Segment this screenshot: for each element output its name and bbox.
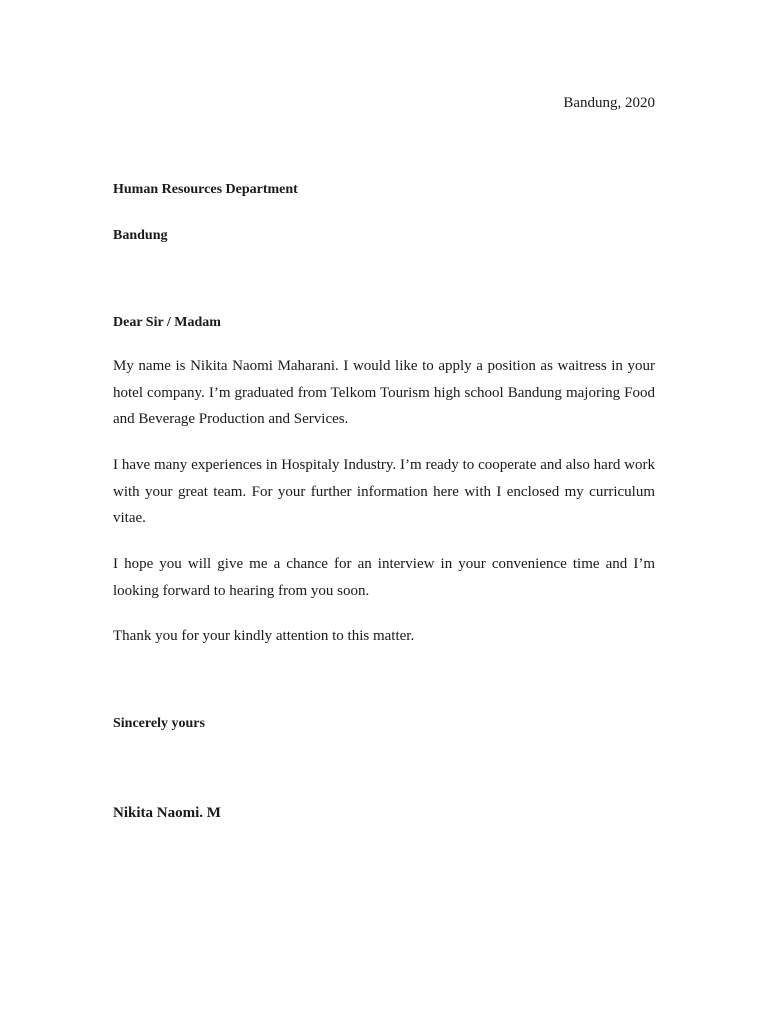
body-paragraph-interview-request: I hope you will give me a chance for an interview in your convenience time and I’m looking forward to hearing from you soon.	[113, 556, 655, 599]
body-paragraph-experience: I have many experiences in Hospitaly Industry. I’m ready to cooperate and also hard work with your great team. For your further information here with I enclosed my curriculum vitae.	[113, 457, 655, 526]
closing: Sincerely yours	[113, 716, 205, 731]
signature-name: Nikita Naomi. M	[113, 805, 221, 821]
body-paragraph-thanks: Thank you for your kindly attention to this matter.	[113, 628, 415, 644]
body-paragraph-introduction: My name is Nikita Naomi Maharani. I would like to apply a position as waitress in your hotel company. I’m graduated from Telkom Tourism high school Bandung majoring Food and Beverage Production and Services.	[113, 358, 655, 427]
recipient-city: Bandung	[113, 228, 168, 243]
salutation: Dear Sir / Madam	[113, 315, 221, 330]
letter-date: Bandung, 2020	[563, 95, 655, 111]
recipient-department: Human Resources Department	[113, 182, 298, 197]
